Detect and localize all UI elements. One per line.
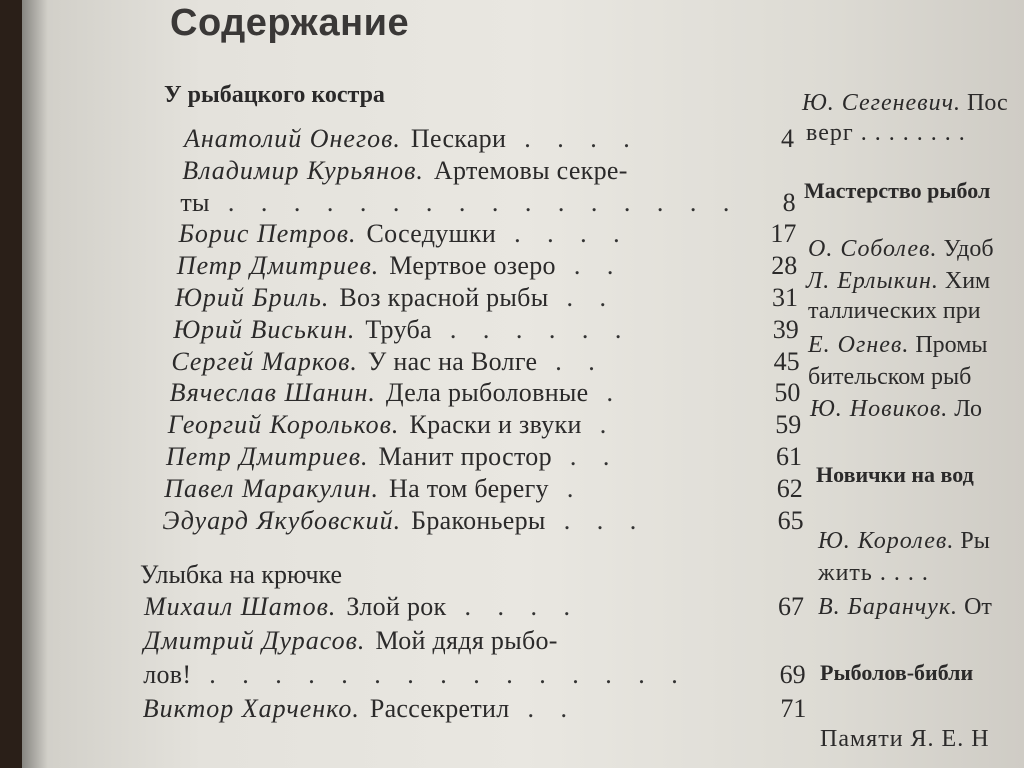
right-entry: Памяти Я. Е. Н bbox=[820, 726, 990, 752]
right-entry bbox=[808, 332, 988, 359]
work-title: Мой дядя рыбо- bbox=[375, 626, 558, 655]
page-number: 71 bbox=[780, 694, 807, 723]
right-entry-cont: бительском рыб bbox=[808, 364, 972, 390]
leader-dots: . . . . . . . . . . . . . . . . bbox=[227, 187, 740, 217]
work-title: Злой рок bbox=[346, 592, 447, 621]
page-number: 28 bbox=[771, 251, 798, 281]
leader-dots: . . . . . . . . . . . . . . . bbox=[209, 660, 688, 689]
author: Ю. Новиков. bbox=[810, 396, 949, 422]
work-title: На том берегу bbox=[389, 473, 549, 503]
author: Вячеслав Шанин. bbox=[169, 378, 376, 408]
work-title: Пескари bbox=[410, 124, 507, 153]
work-title: Дела рыболовные bbox=[385, 378, 589, 408]
work-title: Соседушки bbox=[366, 219, 497, 249]
page-number: 65 bbox=[777, 505, 804, 535]
toc-entry bbox=[166, 442, 619, 472]
author: Борис Петров. bbox=[178, 219, 357, 249]
right-section-heading-2: Новички на вод bbox=[816, 462, 974, 487]
work-title: От bbox=[964, 594, 992, 620]
author: Анатолий Онегов. bbox=[184, 124, 401, 153]
author: Дмитрий Дурасов. bbox=[143, 626, 366, 655]
toc-entry bbox=[143, 694, 577, 724]
work-title: Ры bbox=[960, 528, 990, 554]
page-title: Содержание bbox=[170, 2, 410, 44]
right-entry-cont: таллических при bbox=[808, 298, 981, 324]
work-title: Хим bbox=[944, 268, 991, 294]
page-number: 39 bbox=[772, 314, 799, 344]
author: В. Баранчук. bbox=[818, 594, 959, 620]
toc-entry bbox=[171, 347, 604, 377]
leader-dots: . . bbox=[555, 346, 605, 376]
toc-entry bbox=[144, 626, 558, 656]
right-entry bbox=[806, 268, 990, 295]
toc-entry bbox=[180, 188, 739, 218]
work-title: Ло bbox=[954, 396, 982, 422]
work-title: Манит простор bbox=[378, 442, 552, 471]
author: Петр Дмитриев. bbox=[176, 251, 380, 281]
work-title: Краски и звуки bbox=[409, 410, 582, 440]
toc-entry bbox=[170, 378, 623, 408]
work-title: ты bbox=[180, 187, 210, 217]
toc-entry bbox=[168, 410, 616, 440]
author: Л. Ерлыкин. bbox=[806, 268, 939, 294]
page-number: 59 bbox=[775, 410, 802, 440]
toc-entry bbox=[164, 474, 583, 504]
author: Петр Дмитриев. bbox=[166, 442, 369, 471]
book-page bbox=[22, 0, 1024, 768]
work-title: Артемовы секре- bbox=[433, 155, 628, 185]
right-section-heading-3: Рыболов-библи bbox=[820, 660, 974, 685]
work-title: лов! bbox=[143, 660, 192, 689]
work-title: Мертвое озеро bbox=[389, 251, 556, 281]
leader-dots: . . bbox=[569, 442, 620, 471]
section-heading-2: Улыбка на крючке bbox=[140, 560, 343, 589]
page-number: 31 bbox=[772, 283, 798, 312]
work-title: Браконьеры bbox=[411, 505, 546, 535]
author: Михаил Шатов. bbox=[144, 592, 337, 621]
toc-entry bbox=[144, 592, 580, 622]
author: Георгий Корольков. bbox=[167, 410, 400, 440]
page-number: 45 bbox=[773, 346, 800, 376]
page-number: 67 bbox=[778, 592, 804, 621]
author: О. Соболев. bbox=[808, 236, 938, 262]
right-entry-cont: жить . . . . bbox=[818, 560, 929, 586]
page-number: 61 bbox=[776, 442, 802, 471]
page-number: 50 bbox=[774, 378, 801, 408]
toc-entry bbox=[173, 315, 631, 345]
author: Сергей Марков. bbox=[171, 346, 358, 376]
work-title: Промы bbox=[915, 332, 988, 358]
work-title: Воз красной рыбы bbox=[339, 283, 549, 312]
toc-entry bbox=[184, 124, 640, 154]
toc-entry bbox=[179, 219, 630, 249]
leader-dots: . . . . bbox=[524, 124, 640, 153]
author: Юрий Бриль. bbox=[175, 283, 330, 312]
work-title: Рассекретил bbox=[369, 694, 510, 723]
work-title: Удоб bbox=[943, 236, 994, 262]
author: Владимир Курьянов. bbox=[182, 155, 424, 185]
author: Эдуард Якубовский. bbox=[162, 505, 402, 535]
leader-dots: . bbox=[606, 378, 624, 408]
leader-dots: . . bbox=[573, 251, 624, 281]
author: Ю. Королев. bbox=[818, 528, 955, 554]
toc-entry bbox=[162, 506, 646, 536]
toc-entry bbox=[175, 283, 616, 313]
leader-dots: . . . . bbox=[514, 219, 630, 249]
right-entry-line2: верг . . . . . . . . bbox=[806, 120, 966, 146]
right-entry-line1 bbox=[802, 90, 1008, 117]
right-section-heading-1: Мастерство рыбол bbox=[804, 178, 991, 203]
author: Е. Огнев. bbox=[808, 332, 910, 358]
leader-dots: . . . bbox=[563, 505, 647, 535]
page-number: 4 bbox=[781, 124, 794, 153]
toc-entry bbox=[143, 660, 688, 690]
toc-entry bbox=[182, 156, 628, 186]
toc-entry bbox=[177, 251, 624, 281]
work-title: Пос bbox=[967, 90, 1008, 116]
work-title: У нас на Волге bbox=[367, 346, 538, 376]
page-number: 62 bbox=[776, 473, 803, 503]
author: Ю. Сегеневич. bbox=[802, 90, 962, 116]
leader-dots: . . . . . . bbox=[449, 314, 632, 344]
section-heading-1: У рыбацкого костра bbox=[164, 82, 385, 108]
work-title: Труба bbox=[365, 314, 432, 344]
leader-dots: . . . . bbox=[464, 592, 580, 621]
right-entry bbox=[810, 396, 982, 423]
author: Виктор Харченко. bbox=[142, 694, 360, 723]
leader-dots: . bbox=[566, 473, 584, 503]
author: Юрий Виськин. bbox=[173, 314, 356, 344]
page-number: 69 bbox=[779, 660, 806, 689]
right-entry bbox=[818, 594, 992, 621]
leader-dots: . . bbox=[527, 694, 577, 723]
author: Павел Маракулин. bbox=[164, 473, 380, 503]
page-number: 17 bbox=[770, 219, 797, 249]
leader-dots: . bbox=[599, 410, 617, 440]
page-number: 8 bbox=[782, 187, 796, 217]
leader-dots: . . bbox=[566, 283, 616, 312]
right-entry bbox=[808, 236, 994, 263]
right-entry bbox=[818, 528, 990, 555]
